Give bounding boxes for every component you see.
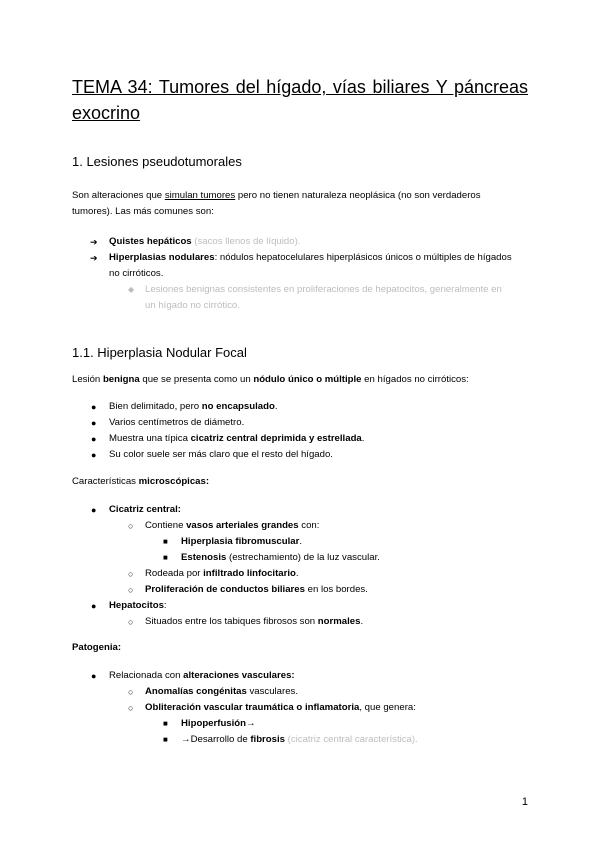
sub-item: Anomalías congénitas vasculares. [145,686,299,697]
diamond-bullet-icon: ◆ [128,285,135,294]
sub-sub-item: Hiperplasia fibromuscular. [181,536,303,547]
dot-bullet-icon: ● [91,402,97,412]
dot-bullet-icon: ● [91,601,97,611]
intro-paragraph-2: tumores). Las más comunes son: [72,206,214,217]
circle-bullet-icon: ○ [128,703,134,713]
circle-bullet-icon: ○ [128,521,134,531]
page-number: 1 [521,796,528,808]
sub-sub-item: Estenosis (estrechamiento) de la luz vascular. [181,552,380,563]
circle-bullet-icon: ○ [128,569,134,579]
dot-bullet-icon: ● [91,671,97,681]
list-item: Muestra una típica cicatriz central deprimida y estrellada. [109,433,365,444]
circle-bullet-icon: ○ [128,585,134,595]
sub-item: Lesiones benignas consistentes en proliferaciones de hepatocitos, generalmente en [145,284,502,295]
patogenia-heading: Patogenia: [72,642,122,653]
dot-bullet-icon: ● [91,505,97,515]
list-item-cont: no cirróticos. [109,268,164,279]
sub-item: Rodeada por infiltrado linfocitario. [145,568,299,579]
sub-sub-item: Hipoperfusión→ [181,718,256,729]
page-title-cont: exocrino [72,103,141,123]
page-title: TEMA 34: Tumores del hígado, vías biliares Y páncreas [72,77,528,97]
sub-item: Situados entre los tabiques fibrosos son normales. [145,616,364,627]
intro-paragraph: Son alteraciones que simulan tumores pero no tienen naturaleza neoplásica (no son verdaderos [72,190,481,201]
list-item: Relacionada con alteraciones vasculares: [109,670,295,681]
square-bullet-icon: ■ [163,735,168,744]
sub-item-cont: un hígado no cirrótico. [145,300,240,311]
section-heading-1: 1. Lesiones pseudotumorales [72,154,242,169]
sub-item: Obliteración vascular traumática o inflamatoria, que genera: [145,702,416,713]
list-item: Hiperplasias nodulares: nódulos hepatocelulares hiperplásicos únicos o múltiples de hígados [109,252,512,263]
hnf-intro: Lesión benigna que se presenta como un nódulo único o múltiple en hígados no cirróticos: [72,374,469,385]
circle-bullet-icon: ○ [128,617,134,627]
dot-bullet-icon: ● [91,434,97,444]
list-item: Bien delimitado, pero no encapsulado. [109,401,278,412]
section-heading-1-1: 1.1. Hiperplasia Nodular Focal [72,345,247,360]
sub-item: Proliferación de conductos biliares en los bordes. [145,584,368,595]
circle-bullet-icon: ○ [128,687,134,697]
micro-heading: Características microscópicas: [72,476,210,487]
dot-bullet-icon: ● [91,450,97,460]
sub-item: Contiene vasos arteriales grandes con: [145,520,320,531]
list-item: Hepatocitos: [109,600,167,611]
square-bullet-icon: ■ [163,719,168,728]
arrow-bullet-icon: ➔ [90,253,98,263]
list-item: Cicatriz central: [109,504,181,515]
list-item: Su color suele ser más claro que el resto del hígado. [109,449,333,460]
square-bullet-icon: ■ [163,553,168,562]
list-item: Varios centímetros de diámetro. [109,417,245,428]
list-item: Quistes hepáticos (sacos llenos de líquido). [109,236,301,247]
sub-sub-item: →Desarrollo de fibrosis (cicatriz central característica). [181,734,418,745]
dot-bullet-icon: ● [91,418,97,428]
square-bullet-icon: ■ [163,537,168,546]
arrow-bullet-icon: ➔ [90,237,98,247]
